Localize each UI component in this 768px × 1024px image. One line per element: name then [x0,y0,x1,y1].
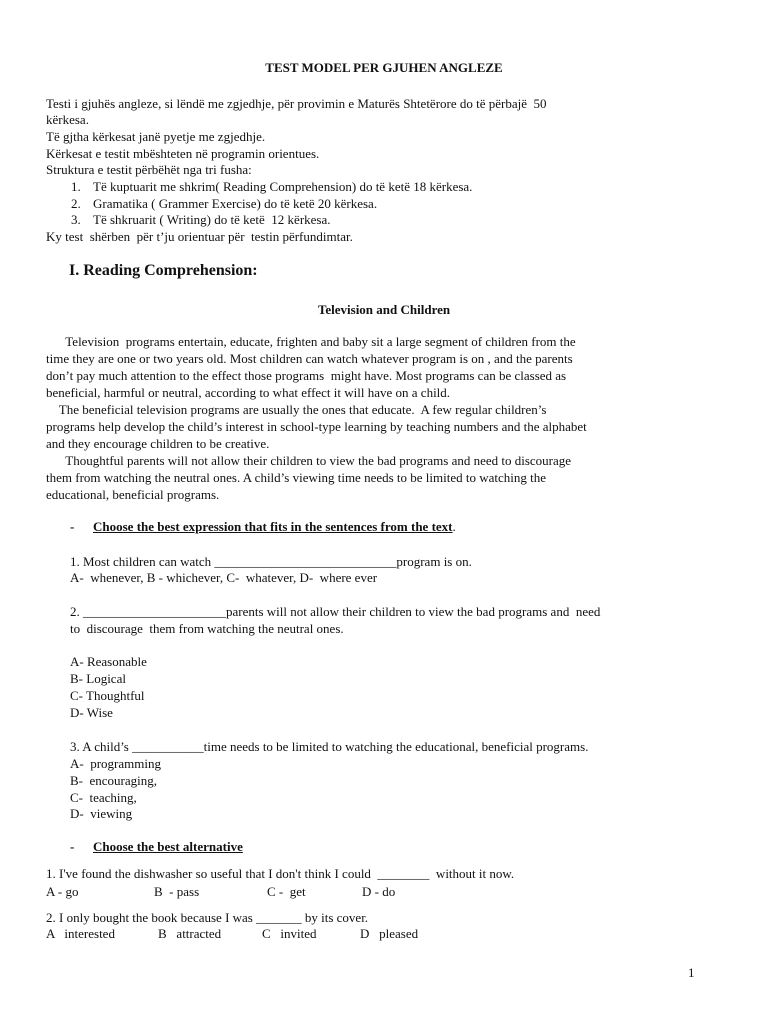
passage-line: beneficial, harmful or neutral, according to what effect it will have on a child. [46,385,451,400]
intro-line: kërkesa. [46,112,89,127]
structure-item-number: 3. [71,212,81,227]
task-bullet: - [70,519,75,534]
question-2-option: C- Thoughtful [70,688,145,703]
question-2-option: B- Logical [70,671,126,686]
intro-closing: Ky test shërben për t’ju orientuar për testin përfundimtar. [46,229,353,244]
alternative-2-option: A interested [46,926,115,941]
alternative-1-option: C - get [267,884,306,899]
passage-line: and they encourage children to be creative. [46,436,270,451]
alternative-question-2: 2. I only bought the book because I was _______ by its cover. [46,910,369,925]
task-instruction: Choose the best alternative [93,839,243,854]
alternative-1-option: B - pass [154,884,200,899]
passage-line: don’t pay much attention to the effect those programs might have. Most programs can be classed as [46,368,567,383]
question-3-option: B- encouraging, [70,773,158,788]
passage-line: programs help develop the child’s interest in school-type learning by teaching numbers and the alphabet [46,419,587,434]
passage-line: educational, beneficial programs. [46,487,220,502]
section-heading: I. Reading Comprehension: [69,262,258,279]
passage-line: The beneficial television programs are usually the ones that educate. A few regular children’s [46,402,547,417]
question-3-option: C- teaching, [70,790,137,805]
question-2-option: A- Reasonable [70,654,147,669]
alternative-question-1: 1. I've found the dishwasher so useful that I don't think I could ________ without it now. [46,866,515,881]
alternative-1-option: D - do [362,884,396,899]
structure-item-text: Të kuptuarit me shkrim( Reading Comprehension) do të ketë 18 kërkesa. [93,179,473,194]
alternative-2-option: B attracted [158,926,222,941]
question-3: 3. A child’s ___________time needs to be limited to watching the educational, beneficial programs. [70,739,589,754]
question-3-option: A- programming [70,756,161,771]
question-2-option: D- Wise [70,705,113,720]
alternative-2-option: D pleased [360,926,419,941]
alternative-2-option: C invited [262,926,317,941]
passage-line: Television programs entertain, educate, frighten and baby sit a large segment of children from the [46,334,576,349]
page-number: 1 [688,965,695,980]
structure-item-text: Të shkruarit ( Writing) do të ketë 12 kërkesa. [93,212,331,227]
intro-line: Struktura e testit përbëhët nga tri fusha: [46,162,252,177]
structure-item-number: 2. [71,196,81,211]
passage-line: Thoughtful parents will not allow their children to view the bad programs and need to discourage [46,453,572,468]
passage-line: time they are one or two years old. Most children can watch whatever program is on , and the parents [46,351,573,366]
passage-line: them from watching the neutral ones. A child’s viewing time needs to be limited to watching the [46,470,547,485]
question-1-options: A- whenever, B - whichever, C- whatever, D- where ever [70,570,378,585]
document-title: TEST MODEL PER GJUHEN ANGLEZE [265,60,503,75]
intro-line: Testi i gjuhës angleze, si lëndë me zgjedhje, për provimin e Maturës Shtetërore do të përbajë 50 [46,96,547,111]
alternative-1-option: A - go [46,884,79,899]
task-bullet: - [70,839,75,854]
structure-item-number: 1. [71,179,81,194]
intro-line: Kërkesat e testit mbështeten në programin orientues. [46,146,320,161]
structure-item-text: Gramatika ( Grammer Exercise) do të ketë 20 kërkesa. [93,196,378,211]
question-3-option: D- viewing [70,806,133,821]
passage-title: Television and Children [317,302,451,317]
task-instruction [93,519,456,535]
question-2-cont: to discourage them from watching the neutral ones. [70,621,344,636]
intro-line: Të gjtha kërkesat janë pyetje me zgjedhje. [46,129,266,144]
task-instruction-text: Choose the best expression that fits in the sentences from the text [93,519,453,534]
question-2: 2. ______________________parents will not allow their children to view the bad programs and need [70,604,601,619]
task-instruction-period: . [452,519,456,534]
question-1: 1. Most children can watch ____________________________program is on. [70,554,472,569]
